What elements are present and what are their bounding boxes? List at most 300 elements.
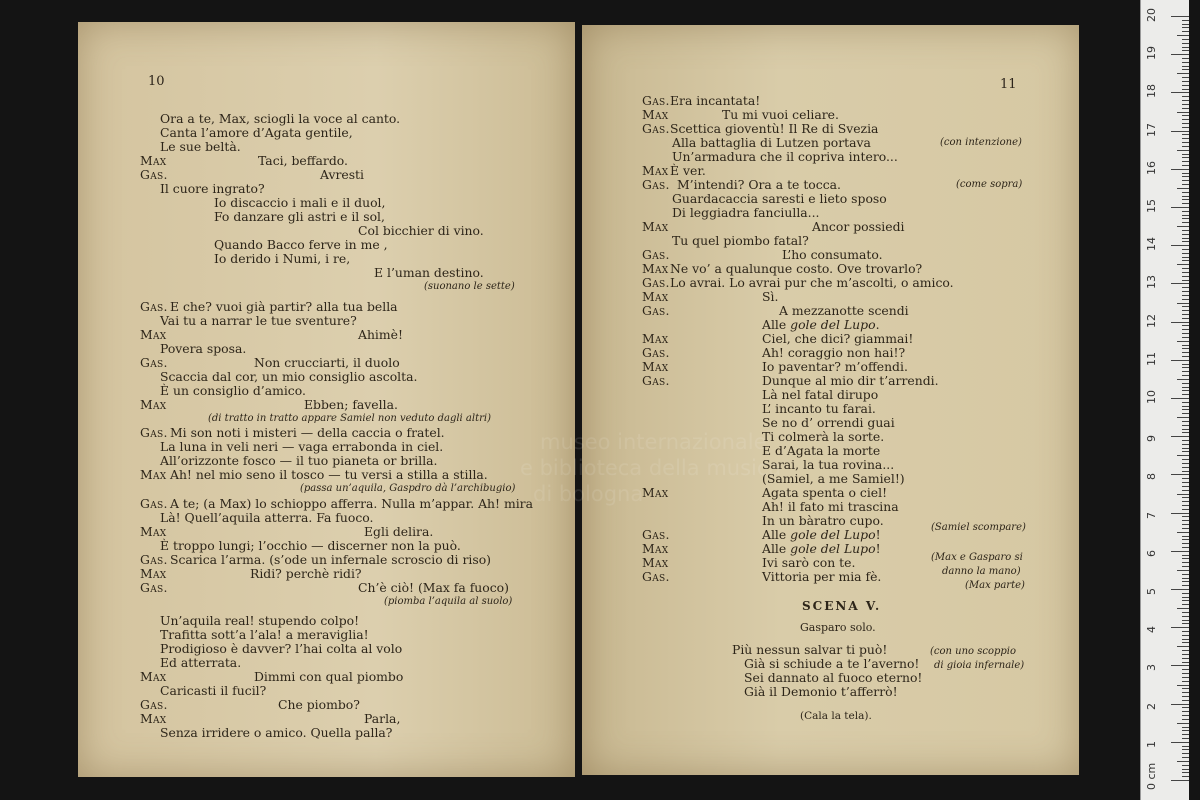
ruler-tick <box>1182 253 1189 254</box>
ruler-tick <box>1171 436 1189 437</box>
ruler-tick <box>1182 325 1189 326</box>
ruler-tick <box>1182 165 1189 166</box>
ruler-tick <box>1182 597 1189 598</box>
ruler-tick <box>1182 578 1189 579</box>
verse-line: Alle gole del Lupo. <box>762 317 880 332</box>
ruler-tick <box>1182 154 1189 155</box>
speaker-label: Gas. <box>642 373 670 388</box>
verse-line: E che? vuoi già partir? alla tua bella <box>170 299 398 314</box>
ruler-tick <box>1182 62 1189 63</box>
verse-line: Alle gole del Lupo! <box>762 541 881 556</box>
verse-line: Quando Bacco ferve in me , <box>214 237 388 252</box>
ruler-tick <box>1182 199 1189 200</box>
ruler-number: 12 <box>1145 313 1158 328</box>
ruler-tick <box>1182 47 1189 48</box>
ruler-tick <box>1182 43 1189 44</box>
verse-line: Vai tu a narrar le tue sventure? <box>160 313 357 328</box>
speaker-label: Max <box>642 261 669 276</box>
ruler-tick <box>1182 329 1189 330</box>
ruler-number: 17 <box>1145 122 1158 137</box>
verse-line: Agata spenta o ciel! <box>762 485 888 500</box>
verse-line: Caricasti il fucil? <box>160 683 267 698</box>
stage-direction: (Max parte) <box>965 580 1025 591</box>
speaker-label: Gas. <box>642 247 670 262</box>
ruler-tick <box>1182 669 1189 670</box>
ruler-tick <box>1182 203 1189 204</box>
ruler-tick <box>1182 81 1189 82</box>
ruler-tick <box>1182 134 1189 135</box>
ruler-number: 2 <box>1145 702 1158 710</box>
right-page <box>582 25 1079 775</box>
ruler-tick <box>1182 692 1189 693</box>
verse-line: Canta l’amore d’Agata gentile, <box>160 125 353 140</box>
ruler-tick <box>1182 184 1189 185</box>
verse-line: Se no d’ orrendi guai <box>762 415 895 430</box>
ruler-tick <box>1182 180 1189 181</box>
ruler-tick <box>1182 746 1189 747</box>
ruler-tick <box>1171 627 1189 628</box>
ruler-tick <box>1182 383 1189 384</box>
ruler-tick <box>1182 157 1189 158</box>
ruler-tick <box>1182 639 1189 640</box>
ruler-tick <box>1182 66 1189 67</box>
ruler-tick <box>1182 509 1189 510</box>
ruler-tick <box>1182 387 1189 388</box>
ruler-tick <box>1182 215 1189 216</box>
ruler-tick <box>1182 337 1189 338</box>
ruler-tick <box>1182 69 1189 70</box>
verse-line: Un’aquila real! stupendo colpo! <box>160 613 360 628</box>
verse-line: L’ho consumato. <box>782 247 883 262</box>
speaker-label: Max <box>642 331 669 346</box>
ruler-tick <box>1182 299 1189 300</box>
ruler-tick <box>1171 169 1189 170</box>
speaker-label: Max <box>140 669 167 684</box>
ruler-tick <box>1177 341 1189 342</box>
verse-line: Ora a te, Max, sciogli la voce al canto. <box>160 111 401 126</box>
ruler-tick <box>1182 222 1189 223</box>
ruler-number: 15 <box>1145 199 1158 213</box>
ruler-tick <box>1182 486 1189 487</box>
verse-line: Egli delira. <box>364 524 434 539</box>
ruler-number: 18 <box>1145 84 1158 99</box>
verse-line: Un’armadura che il copriva intero... <box>672 149 898 164</box>
verse-line: Ebben; favella. <box>304 397 398 412</box>
ruler-tick <box>1182 623 1189 624</box>
ruler-tick <box>1182 604 1189 605</box>
stage-direction: (passa un’aquila, Gaspdro dà l’archibugio) <box>300 483 516 494</box>
ruler-number: 16 <box>1145 160 1158 175</box>
final-line: Già il Demonio t’afferrò! <box>744 684 898 699</box>
speaker-label: Max <box>140 153 167 168</box>
ruler-tick <box>1182 318 1189 319</box>
ruler-tick <box>1182 390 1189 391</box>
ruler-tick <box>1182 769 1189 770</box>
ruler-tick <box>1182 100 1189 101</box>
ruler-tick <box>1182 719 1189 720</box>
ruler-tick <box>1182 528 1189 529</box>
verse-line: Ti colmerà la sorte. <box>762 429 885 444</box>
ruler-tick <box>1182 658 1189 659</box>
ruler-tick <box>1182 402 1189 403</box>
speaker-label: Max <box>140 711 167 726</box>
ruler-tick <box>1182 600 1189 601</box>
ruler-tick <box>1182 89 1189 90</box>
ruler-tick <box>1182 776 1189 777</box>
verse-line: Che piombo? <box>278 697 360 712</box>
ruler-tick <box>1182 260 1189 261</box>
speaker-label: Max <box>140 327 167 342</box>
scene-character: Gasparo solo. <box>800 621 876 634</box>
ruler-tick <box>1182 20 1189 21</box>
ruler-tick <box>1171 742 1189 743</box>
verse-line: Ne vo’ a qualunque costo. Ove trovarlo? <box>670 261 923 276</box>
ruler-tick <box>1182 772 1189 773</box>
ruler-tick <box>1182 257 1189 258</box>
ruler-tick <box>1182 547 1189 548</box>
ruler-tick <box>1182 593 1189 594</box>
ruler-tick <box>1182 367 1189 368</box>
stage-direction: (piomba l’aquila al suolo) <box>384 596 513 607</box>
verse-line: Ahimè! <box>358 327 403 342</box>
verse-line: Povera sposa. <box>160 341 247 356</box>
ruler-tick <box>1177 379 1189 380</box>
verse-line: Scettica gioventù! Il Re di Svezia <box>670 121 879 136</box>
ruler-tick <box>1171 704 1189 705</box>
ruler-tick <box>1171 474 1189 475</box>
verse-line: Scaccia dal cor, un mio consiglio ascolta. <box>160 369 418 384</box>
verse-line: È un consiglio d’amico. <box>160 383 306 398</box>
stage-direction: (Samiel scompare) <box>931 522 1026 533</box>
speaker-label: Gas. <box>642 121 670 136</box>
ruler-tick <box>1182 734 1189 735</box>
ruler-tick <box>1177 264 1189 265</box>
speaker-label: Gas. <box>140 580 168 595</box>
ruler-number: 9 <box>1145 435 1158 443</box>
ruler-tick <box>1182 467 1189 468</box>
ruler-tick <box>1182 77 1189 78</box>
verse-line: All’orizzonte fosco — il tuo pianeta or brilla. <box>160 453 438 468</box>
ruler-tick <box>1177 35 1189 36</box>
ruler-tick <box>1171 589 1189 590</box>
ruler-tick <box>1182 688 1189 689</box>
ruler-tick <box>1182 581 1189 582</box>
watermark-line: di bologna <box>533 482 644 506</box>
ruler-number: 11 <box>1145 351 1158 366</box>
verse-line: Tu mi vuoi celiare. <box>722 107 839 122</box>
speaker-label: Max <box>140 524 167 539</box>
ruler-tick <box>1182 730 1189 731</box>
final-line: Già si schiude a te l’averno! <box>744 656 920 671</box>
ruler-tick <box>1182 108 1189 109</box>
verse-line: Guardacaccia saresti e lieto sposo <box>672 191 887 206</box>
ruler-tick <box>1177 226 1189 227</box>
ruler-tick <box>1182 375 1189 376</box>
ruler-tick <box>1182 612 1189 613</box>
ruler-tick <box>1182 268 1189 269</box>
ruler-tick <box>1182 524 1189 525</box>
ruler-tick <box>1171 665 1189 666</box>
ruler-tick <box>1182 348 1189 349</box>
stage-direction: (come sopra) <box>956 179 1023 190</box>
ruler-tick <box>1177 112 1189 113</box>
ruler-tick <box>1182 440 1189 441</box>
ruler-tick <box>1182 371 1189 372</box>
ruler-tick <box>1182 516 1189 517</box>
ruler-tick <box>1182 196 1189 197</box>
ruler-tick <box>1182 642 1189 643</box>
verse-line: Taci, beffardo. <box>258 153 348 168</box>
ruler-tick <box>1182 249 1189 250</box>
ruler-tick <box>1182 677 1189 678</box>
ruler-tick <box>1182 58 1189 59</box>
ruler-tick <box>1182 620 1189 621</box>
verse-line: Scarica l’arma. (s’ode un infernale scroscio di riso) <box>170 552 491 567</box>
verse-line: Ciel, che dici? giammai! <box>762 331 914 346</box>
ruler-number: 13 <box>1145 275 1158 290</box>
verse-line: Ancor possiedi <box>812 219 905 234</box>
verse-line: È troppo lungi; l’occhio — discerner non la può. <box>160 538 461 553</box>
speaker-label: Gas. <box>140 299 168 314</box>
speaker-label: Max <box>642 541 669 556</box>
speaker-label: Max <box>140 397 167 412</box>
ruler-tick <box>1182 536 1189 537</box>
ruler-tick <box>1182 555 1189 556</box>
verse-line: Ivi sarò con te. <box>762 555 856 570</box>
verse-line: Là nel fatal dirupo <box>762 387 879 402</box>
ruler-number: 8 <box>1145 473 1158 481</box>
watermark-line: e biblioteca della musica <box>520 456 782 480</box>
verse-line: Dimmi con qual piombo <box>254 669 404 684</box>
verse-line: Col bicchier di vino. <box>358 223 484 238</box>
verse-line: Io discaccio i mali e il duol, <box>214 195 386 210</box>
verse-line: Ah! coraggio non hai!? <box>762 345 906 360</box>
verse-line: A mezzanotte scendi <box>779 303 909 318</box>
ruler-tick <box>1182 119 1189 120</box>
ruler-tick <box>1171 245 1189 246</box>
ruler-number: 1 <box>1145 740 1158 748</box>
speaker-label: Max <box>140 566 167 581</box>
scene-title: SCENA V. <box>802 599 882 613</box>
ruler-tick <box>1182 681 1189 682</box>
ruler-tick <box>1182 566 1189 567</box>
ruler-tick <box>1177 723 1189 724</box>
ruler-tick <box>1177 150 1189 151</box>
ruler-tick <box>1182 463 1189 464</box>
verse-line: Il cuore ingrato? <box>160 181 265 196</box>
ruler-tick <box>1182 451 1189 452</box>
speaker-label: Max <box>642 219 669 234</box>
ruler-tick <box>1182 406 1189 407</box>
page-number: 10 <box>148 74 165 89</box>
verse-line: Era incantata! <box>670 93 761 108</box>
ruler-tick <box>1182 230 1189 231</box>
ruler-tick <box>1182 738 1189 739</box>
ruler-tick <box>1171 322 1189 323</box>
ruler-number: 6 <box>1145 549 1158 557</box>
ruler-tick <box>1171 360 1189 361</box>
verse-line: Non crucciarti, il duolo <box>254 355 400 370</box>
speaker-label: Max <box>140 467 167 482</box>
final-line: Sei dannato al fuoco eterno! <box>744 670 923 685</box>
ruler-tick <box>1182 31 1189 32</box>
ruler-tick <box>1171 16 1189 17</box>
ruler-tick <box>1177 455 1189 456</box>
ruler-tick <box>1171 780 1189 781</box>
ruler-tick <box>1182 459 1189 460</box>
speaker-label: Gas. <box>140 167 168 182</box>
verse-line: La luna in veli neri — vaga errabonda in ciel. <box>160 439 444 454</box>
ruler-tick <box>1177 494 1189 495</box>
speaker-label: Gas. <box>642 345 670 360</box>
ruler-number: 10 <box>1145 390 1158 404</box>
ruler-tick <box>1171 54 1189 55</box>
ruler-tick <box>1182 50 1189 51</box>
ruler-tick <box>1171 283 1189 284</box>
speaker-label: Gas. <box>140 355 168 370</box>
ruler-tick <box>1177 685 1189 686</box>
verse-line: Le sue beltà. <box>160 139 241 154</box>
ruler-tick <box>1182 490 1189 491</box>
ruler-tick <box>1182 444 1189 445</box>
ruler-number: 4 <box>1145 626 1158 634</box>
ruler-number: 5 <box>1145 588 1158 595</box>
ruler-tick <box>1177 188 1189 189</box>
ruler-tick <box>1182 356 1189 357</box>
ruler-tick <box>1182 272 1189 273</box>
ruler-tick <box>1182 707 1189 708</box>
verse-line: Prodigioso è davver? l’hai colta al volo <box>160 641 403 656</box>
ruler-number: 20 <box>1145 8 1158 22</box>
ruler-tick <box>1182 176 1189 177</box>
verse-line: Ridi? perchè ridi? <box>250 566 362 581</box>
ruler-tick <box>1182 352 1189 353</box>
stage-direction: (suonano le sette) <box>424 281 515 292</box>
ruler-tick <box>1182 497 1189 498</box>
speaker-label: Gas. <box>642 275 670 290</box>
ruler-tick <box>1182 295 1189 296</box>
ruler-number: 14 <box>1145 237 1158 252</box>
verse-line: Alla battaglia di Lutzen portava <box>672 135 871 150</box>
ruler-tick <box>1182 234 1189 235</box>
ruler-number: 7 <box>1145 511 1158 519</box>
speaker-label: Max <box>642 163 669 178</box>
ruler-tick <box>1182 123 1189 124</box>
ruler-tick <box>1182 539 1189 540</box>
ruler-tick <box>1171 513 1189 514</box>
final-line: Più nessun salvar ti può! <box>732 642 888 657</box>
ruler-tick <box>1182 757 1189 758</box>
speaker-label: Gas. <box>642 303 670 318</box>
ruler-tick <box>1182 429 1189 430</box>
ruler-tick <box>1182 333 1189 334</box>
ruler-tick <box>1182 27 1189 28</box>
ruler-tick <box>1182 345 1189 346</box>
verse-line: Ah! nel mio seno il tosco — tu versi a stilla a stilla. <box>170 467 488 482</box>
verse-line: Ah! il fato mi trascina <box>762 499 899 514</box>
ruler-tick <box>1182 432 1189 433</box>
speaker-label: Gas. <box>642 177 670 192</box>
verse-line: Alle gole del Lupo! <box>762 527 881 542</box>
speaker-label: Max <box>642 359 669 374</box>
verse-line: Mi son noti i misteri — della caccia o fratel. <box>170 425 445 440</box>
closing-direction: (Cala la tela). <box>800 710 872 722</box>
ruler-tick <box>1182 413 1189 414</box>
ruler-tick <box>1182 696 1189 697</box>
ruler-tick <box>1182 562 1189 563</box>
verse-line: E l’uman destino. <box>374 265 484 280</box>
ruler-tick <box>1177 303 1189 304</box>
ruler-tick <box>1182 161 1189 162</box>
ruler-tick <box>1177 532 1189 533</box>
verse-line: Vittoria per mia fè. <box>762 569 882 584</box>
ruler-tick <box>1182 394 1189 395</box>
measuring-ruler <box>1140 0 1189 800</box>
ruler-tick <box>1182 574 1189 575</box>
verse-line: M’intendi? Ora a te tocca. <box>677 177 841 192</box>
ruler-label: 0 cm <box>1145 762 1158 790</box>
verse-line: Trafitta sott’a l’ala! a meraviglia! <box>160 627 369 642</box>
ruler-tick <box>1182 211 1189 212</box>
verse-line: Io derido i Numi, i re, <box>214 251 351 266</box>
speaker-label: Max <box>642 485 669 500</box>
ruler-tick <box>1182 238 1189 239</box>
ruler-tick <box>1171 551 1189 552</box>
verse-line: Avresti <box>320 167 365 182</box>
ruler-tick <box>1182 715 1189 716</box>
verse-line: Lo avrai. Lo avrai pur che m’ascolti, o amico. <box>670 275 954 290</box>
ruler-tick <box>1182 700 1189 701</box>
ruler-tick <box>1177 417 1189 418</box>
ruler-tick <box>1182 138 1189 139</box>
ruler-tick <box>1182 765 1189 766</box>
verse-line: È ver. <box>670 163 706 178</box>
ruler-tick <box>1182 650 1189 651</box>
ruler-tick <box>1182 127 1189 128</box>
ruler-tick <box>1182 478 1189 479</box>
ruler-tick <box>1182 421 1189 422</box>
ruler-tick <box>1182 146 1189 147</box>
verse-line: A te; (a Max) lo schioppo afferra. Nulla m’appar. Ah! mira <box>170 496 533 511</box>
verse-line: Parla, <box>364 711 401 726</box>
verse-line: Senza irridere o amico. Quella palla? <box>160 725 393 740</box>
ruler-tick <box>1182 558 1189 559</box>
speaker-label: Max <box>642 107 669 122</box>
speaker-label: Gas. <box>140 552 168 567</box>
verse-line: Sarai, la tua rovina... <box>762 457 895 472</box>
ruler-tick <box>1182 241 1189 242</box>
ruler-tick <box>1182 115 1189 116</box>
ruler-tick <box>1182 505 1189 506</box>
ruler-tick <box>1182 727 1189 728</box>
speaker-label: Max <box>642 289 669 304</box>
left-page <box>78 22 575 777</box>
ruler-tick <box>1182 314 1189 315</box>
verse-line: Ch’è ciò! (Max fa fuoco) <box>358 580 509 595</box>
ruler-tick <box>1182 501 1189 502</box>
ruler-tick <box>1182 631 1189 632</box>
ruler-tick <box>1182 310 1189 311</box>
stage-direction: di gioia infernale) <box>934 660 1025 671</box>
ruler-tick <box>1171 92 1189 93</box>
ruler-tick <box>1177 608 1189 609</box>
speaker-label: Gas. <box>140 697 168 712</box>
ruler-tick <box>1182 654 1189 655</box>
ruler-tick <box>1182 749 1189 750</box>
ruler-tick <box>1171 398 1189 399</box>
ruler-tick <box>1182 173 1189 174</box>
ruler-tick <box>1182 287 1189 288</box>
